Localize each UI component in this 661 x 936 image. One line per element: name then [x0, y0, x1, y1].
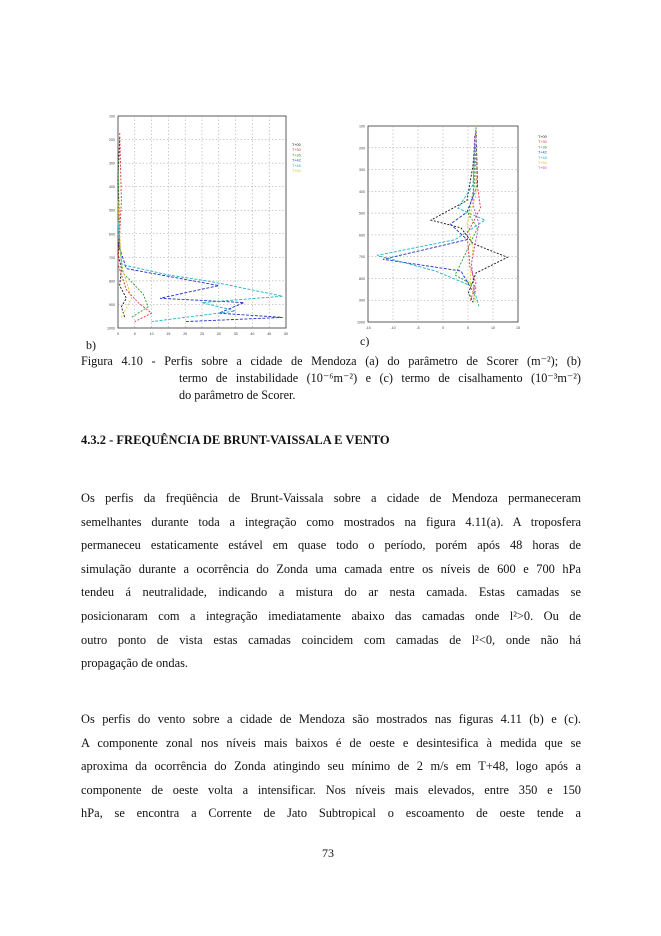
y-tick-label: 600 — [109, 232, 115, 237]
x-tick-label: -5 — [416, 326, 420, 330]
figure-caption — [81, 353, 581, 404]
y-tick-label: 1000 — [357, 320, 365, 325]
x-tick-label: 25 — [200, 332, 204, 336]
paragraph-line: Os perfis do vento sobre a cidade de Mendoza são mostrados nas figuras 4.11 (b) e (c). — [81, 712, 581, 726]
panel-c-x-tick-labels — [365, 326, 520, 330]
paragraph-line: componente de oeste volta a intensificar. Nos níveis mais elevados, entre 350 e 150 — [81, 782, 581, 797]
paragraph-line: A componente zonal nos níveis mais baixos é de oeste e desintesifica à medida que se — [81, 735, 581, 750]
panel-b-legend — [292, 143, 301, 173]
legend-entry: T+54 — [292, 169, 301, 173]
y-tick-label: 300 — [109, 161, 115, 166]
panel-b-grid — [118, 116, 286, 328]
panel-b-x-tick-labels — [117, 332, 288, 336]
panel-c-curves — [377, 126, 508, 306]
x-tick-label: 15 — [166, 332, 171, 336]
x-tick-label: 10 — [491, 326, 495, 330]
y-tick-label: 200 — [109, 138, 115, 143]
x-tick-label: 0 — [442, 326, 444, 330]
legend-entry: T+00 — [538, 135, 547, 139]
legend-entry: T+42 — [292, 158, 301, 163]
panel-c-label: c) — [360, 334, 370, 348]
y-tick-label: 900 — [359, 298, 365, 303]
panel-c-y-tick-labels — [357, 125, 365, 325]
profile-curve — [118, 137, 126, 317]
x-tick-label: 5 — [467, 326, 469, 330]
legend-entry: T+36 — [292, 153, 301, 158]
caption-line-1: Figura 4.10 - Perfis sobre a cidade de Mendoza (a) do parâmetro de Scorer (m⁻²); (b) — [81, 354, 581, 368]
x-tick-label: 45 — [267, 332, 272, 336]
y-tick-label: 500 — [359, 211, 365, 216]
profile-curve — [118, 201, 131, 318]
paragraph-line: outro ponto de vista estas camadas coincidem com camadas de l²<0, onde não há — [81, 632, 581, 647]
paragraph-line: posicionaram com a integração imediatamente abaixo das camadas onde l²>0. Ou de — [81, 608, 581, 623]
x-tick-label: 15 — [516, 326, 520, 330]
legend-entry: T+48 — [538, 155, 547, 160]
y-tick-label: 800 — [109, 279, 115, 284]
paragraph-2 — [81, 708, 581, 826]
legend-entry: T+54 — [538, 161, 547, 165]
legend-entry: T+48 — [292, 163, 301, 168]
section-heading: 4.3.2 - FREQUÊNCIA DE BRUNT-VAISSALA E VENTO — [81, 433, 390, 447]
x-tick-label: 30 — [216, 332, 221, 336]
x-tick-label: 40 — [250, 332, 255, 336]
legend-entry: T+00 — [292, 143, 301, 147]
paragraph-line: simulação durante a ocorrência do Zonda uma camada entre os níveis de 600 e 700 hPa — [81, 561, 581, 576]
y-tick-label: 600 — [359, 233, 365, 238]
profile-curve — [118, 133, 152, 322]
x-tick-label: 20 — [183, 332, 188, 336]
legend-entry: T+30 — [538, 140, 547, 145]
paragraph-line: propagação de ondas. — [81, 656, 188, 671]
profile-curve — [377, 126, 485, 306]
y-tick-label: 200 — [359, 146, 365, 151]
paragraph-1 — [81, 487, 581, 676]
panel-c-legend — [538, 135, 547, 170]
y-tick-label: 400 — [109, 185, 115, 190]
profile-curve — [431, 126, 508, 302]
profile-curve — [118, 243, 283, 321]
x-tick-label: -15 — [365, 326, 371, 330]
y-tick-label: 100 — [359, 124, 365, 129]
x-tick-label: 10 — [149, 332, 154, 336]
paragraph-line: hPa, se encontra a Corrente de Jato Subtropical o escoamento de oeste tende a — [81, 806, 581, 821]
legend-entry: T+42 — [538, 150, 547, 155]
caption-line-3: do parâmetro de Scorer. — [179, 388, 296, 402]
y-tick-label: 700 — [359, 255, 365, 260]
legend-entry: T+30 — [292, 148, 301, 153]
paragraph-line: tendeu á neutralidade, indicando a mistura do ar nesta camada. Estas camadas se — [81, 585, 581, 600]
x-tick-label: -10 — [390, 326, 396, 330]
figure-panel-c — [340, 118, 560, 336]
x-tick-label: 50 — [284, 332, 288, 336]
paragraph-line: permaneceu estaticamente estável em quase todo o período, porém após 48 horas de — [81, 538, 581, 553]
legend-entry: T+60 — [538, 166, 547, 171]
page-number: 73 — [322, 846, 334, 860]
y-tick-label: 900 — [109, 302, 115, 307]
y-tick-label: 1000 — [107, 326, 115, 331]
paragraph-line: semelhantes durante toda a integração como mostrados na figura 4.11(a). A troposfera — [81, 514, 581, 529]
legend-entry: T+36 — [538, 145, 547, 150]
profile-curve — [118, 158, 148, 317]
caption-line-2: termo de instabilidade (10⁻⁶m⁻²) e (c) termo de cisalhamento (10⁻³m⁻²) — [179, 371, 581, 385]
x-tick-label: 5 — [133, 332, 136, 336]
y-tick-label: 700 — [109, 255, 115, 260]
paragraph-line: Os perfis da freqüência de Brunt-Vaissala sobre a cidade de Mendoza permaneceram — [81, 491, 581, 505]
y-tick-label: 300 — [359, 168, 365, 173]
x-tick-label: 35 — [233, 332, 238, 336]
y-tick-label: 500 — [109, 208, 115, 213]
panel-b-label: b) — [86, 338, 96, 352]
y-tick-label: 400 — [359, 189, 365, 194]
y-tick-label: 800 — [359, 276, 365, 281]
panel-b-y-tick-labels — [107, 115, 115, 331]
panel-b-curves — [118, 133, 283, 322]
x-tick-label: 0 — [117, 332, 119, 336]
figure-panel-b — [96, 108, 302, 340]
panel-c-grid — [368, 126, 518, 322]
y-tick-label: 100 — [109, 114, 115, 119]
profile-curve — [455, 126, 478, 302]
paragraph-line: aproxima da ocorrência do Zonda atingindo seu mínimo de 2 m/s em T+48, logo após a — [81, 759, 581, 774]
